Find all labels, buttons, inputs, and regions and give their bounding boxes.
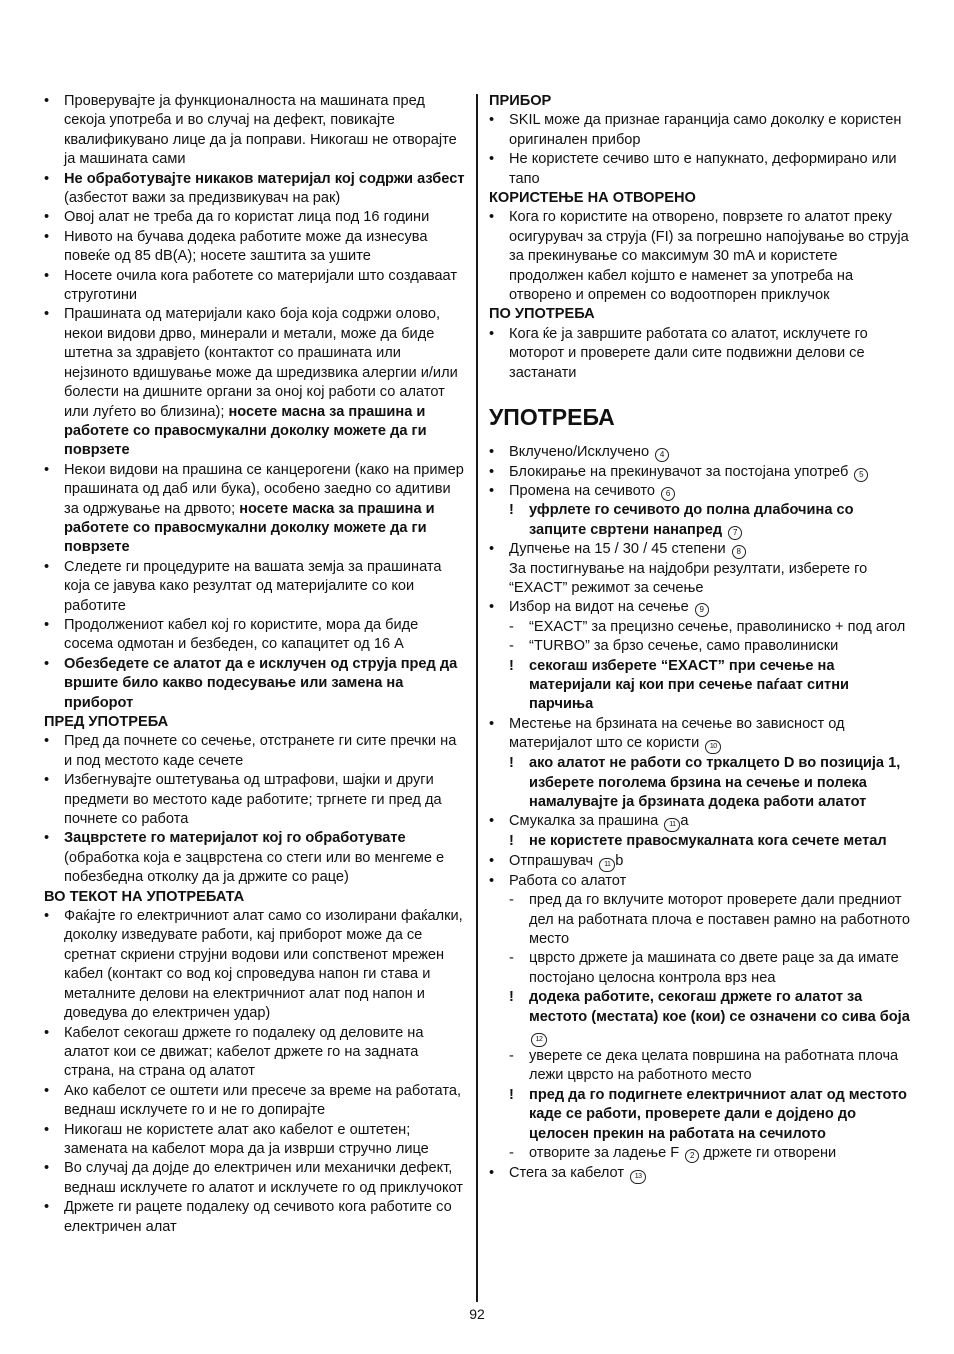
figure-ref-number: 7 — [728, 526, 742, 540]
figure-ref-number: 5 — [854, 468, 868, 482]
figure-ref-number: 13 — [630, 1170, 646, 1184]
list-item: • Држете ги рацете подалеку од сечивото кога работите со електричен алат — [44, 1199, 452, 1235]
list-item: • Ако кабелот се оштети или пресече за време на работата, веднаш исклучете го и не го допирајте — [44, 1082, 462, 1119]
sub-item: - уверете се дека целата површина на работната плоча лежи цврсто на работното место — [509, 1048, 899, 1084]
list-item: • Обезбедете се алатот да е исклучен од струја пред да вршите било какво подесување или замена на приборот — [44, 655, 458, 711]
list-item: • Промена на сечивото 6 — [489, 482, 911, 501]
list-item: • Не користете сечиво што е напукнато, деформирано или тапо — [489, 151, 897, 187]
list-item: • Кога го користите на отворено, поврзете го алатот преку осигурувач за струја (FI) за погрешно напојување во струја за прекинување со максимум 30 mA и користете продолжен кабел којшто е наменет за употреба на отворено и опремен со водоотпорен приклучок — [489, 209, 909, 304]
figure-ref-number: 9 — [695, 603, 709, 617]
list-item: • Пред да почнете со сечење, отстранете ги сите пречки на и под местото каде сечете — [44, 733, 457, 769]
list-item: • Избегнувајте оштетувања од штрафови, шајки и други предмети во местото каде работите; тргнете ги пред да почнете со работа — [44, 772, 442, 828]
warning-icon: ! — [509, 755, 514, 772]
list-item: • Фаќајте го електричниот алат само со изолирани фаќалки, доколку изведувате работи, кај приборот може да се сретнат скриени струјни водови или сопственот мрежен кабел (контакт со вод кој спроведува напон ги става и металните делови на електричниот алат под напон и доведува до електричен удар) — [44, 908, 463, 1022]
section-heading-before-use: ПРЕД УПОТРЕБА — [44, 714, 169, 730]
figure-ref-number: 11 — [664, 818, 680, 832]
warning-item: ! секогаш изберете “EXACT” при сечење на материјали кај кои при сечење паѓаат ситни парчиња — [509, 657, 849, 713]
figure-ref-number: 8 — [732, 545, 746, 559]
list-item: • Во случај да дојде до електричен или механички дефект, веднаш исклучете го алатот и исклучете го од приклучокот — [44, 1160, 463, 1196]
warning-item: ! пред да го подигнете електричниот алат од местото каде се работи, проверете дали е дојдено до целосен прекин на работата на сечилото — [509, 1086, 907, 1142]
list-item: • Овој алат не треба да го користат лица под 16 години — [44, 209, 430, 226]
warning-item: ! уфрлете го сечивото до полна длабочина со запците свртени нанапред 7 — [509, 502, 854, 538]
sub-item: - пред да го вклучите моторот проверете дали предниот дел на работната плоча е поставен рамно на работното место — [509, 892, 910, 948]
list-item: • Зацврстете го материјалот кој го обработувате (обработка која е зацврстена со стеги или во менгеме е побезбедна отколку да ја држите со раце) — [44, 830, 445, 886]
list-item: • Никогаш не користете алат ако кабелот е оштетен; замената на кабелот мора да ја изврши стручно лице — [44, 1121, 429, 1157]
figure-ref-number: 6 — [661, 487, 675, 501]
list-item: • Проверувајте ја функционалноста на машината пред секоја употреба и во случај на дефект, повикајте квалификувано лице да ја поправи. Никогаш не отворајте ја машината сами — [44, 93, 457, 168]
list-item: • Работа со алатот — [489, 872, 627, 889]
column-divider — [476, 94, 478, 1302]
list-item: • Смукалка за прашина 11 a — [489, 812, 911, 832]
figure-ref-number: 10 — [705, 740, 721, 754]
figure-ref-number: 4 — [655, 448, 669, 462]
warning-item: ! додека работите, секогаш држете го алатот за местото (местата) кое (кои) се означени со сива боја 12 — [489, 988, 911, 1047]
section-heading-after-use: ПО УПОТРЕБА — [489, 306, 595, 323]
page-title: УПОТРЕБА — [489, 404, 615, 431]
list-item: • Носете очила кога работете со материјали што создаваат струготини — [44, 267, 458, 304]
left-column — [44, 92, 466, 1237]
warning-item: ! ако алатот не работи со тркалцето D во позиција 1, изберете поголема брзина на сечење и полека намалувајте ја брзината додека работи алатот — [509, 755, 901, 810]
list-item: • Отпрашувач 11 b — [489, 852, 911, 872]
list-item: • Вклучено/Исклучено 4 — [489, 443, 911, 462]
list-item: • Избор на видот на сечење 9 — [489, 598, 911, 617]
list-item: • Некои видови на прашина се канцерогени (како на пример прашината од даб или бука), особено заедно со адитиви за одржување на дрвото; носете маска за прашина и работете со правосмукални доколку можете да ги поврзете — [44, 461, 464, 556]
warning-icon: ! — [509, 1086, 514, 1103]
warning-icon: ! — [509, 502, 514, 519]
sub-item: - “TURBO” за брзо сечење, само праволиниски — [509, 638, 839, 655]
warning-icon: ! — [509, 833, 514, 850]
figure-ref-number: 11 — [599, 858, 615, 872]
list-item: • Нивото на бучава додека работите може да изнесува повеќе од 85 dB(A); носете заштита за ушите — [44, 228, 428, 265]
sub-item: - “EXACT” за прецизно сечење, праволиниско + под агол — [509, 618, 906, 635]
bullet: • — [44, 93, 50, 109]
warning-icon: ! — [509, 989, 514, 1006]
list-item: • SKIL може да признае гаранција само доколку е користен оригинален прибор — [489, 112, 902, 148]
sub-item: - отворите за ладење F 2 држете ги отворени — [509, 1145, 837, 1162]
warning-item: ! не користете правосмукалната кога сечете метал — [489, 832, 911, 851]
list-item: • Дупчење на 15 / 30 / 45 степени 8 За постигнување на најдобри резултати, изберете го “EXACT” режимот за сечење — [489, 541, 868, 596]
section-heading-during-use: ВО ТЕКОТ НА УПОТРЕБАТА — [44, 888, 245, 905]
list-item: • Следете ги процедурите на вашата земја за прашината која се јавува како резултат од материјалите со кои работите — [44, 558, 442, 614]
section-heading-outdoor: КОРИСТЕЊЕ НА ОТВОРЕНО — [489, 190, 696, 207]
warning-icon: ! — [509, 657, 514, 674]
page-number: 92 — [469, 1306, 485, 1322]
list-item: • Кабелот секогаш држете го подалеку од деловите на алатот кои се движат; кабелот држете го на задната страна, на страна од алатот — [44, 1024, 424, 1080]
section-heading-accessories: ПРИБОР — [489, 93, 552, 109]
list-item: • Блокирање на прекинувачот за постојана употреб 5 — [489, 463, 911, 482]
sub-item: - цврсто држете ја машината со двете раце за да имате постојано целосна контрола врз неа — [509, 950, 899, 986]
list-item: • Не обработувајте никаков материјал кој содржи азбест (азбестот важи за предизвикувач на рак) — [44, 170, 465, 207]
list-item: • Стега за кабелот 13 — [489, 1164, 911, 1184]
figure-ref-number: 2 — [685, 1149, 699, 1163]
list-item: • Местење на брзината на сечење во зависност од материјалот што се користи 10 — [489, 715, 911, 754]
figure-ref-number: 12 — [531, 1033, 547, 1047]
right-column — [489, 92, 911, 1184]
list-item: • Кога ќе ја завршите работата со алатот, исклучете го моторот и проверете дали сите подвижни делови се застанати — [489, 325, 868, 381]
list-item: • Продолжениот кабел кој го користите, мора да биде сосема одмотан и безбеден, со капацитет од 16 A — [44, 616, 419, 653]
list-item: • Прашината од материјали како боја која содржи олово, некои видови дрво, минерали и метали, може да биде штетна за здравјето (контактот со прашината или нејзиното вдишување може да шредизвика алергии и/или болести на дишните органи за оној кој работи со алатот или луѓето во близина); носете масна за прашина и работете со правосмукални доколку можете да ги поврзете — [44, 306, 458, 459]
